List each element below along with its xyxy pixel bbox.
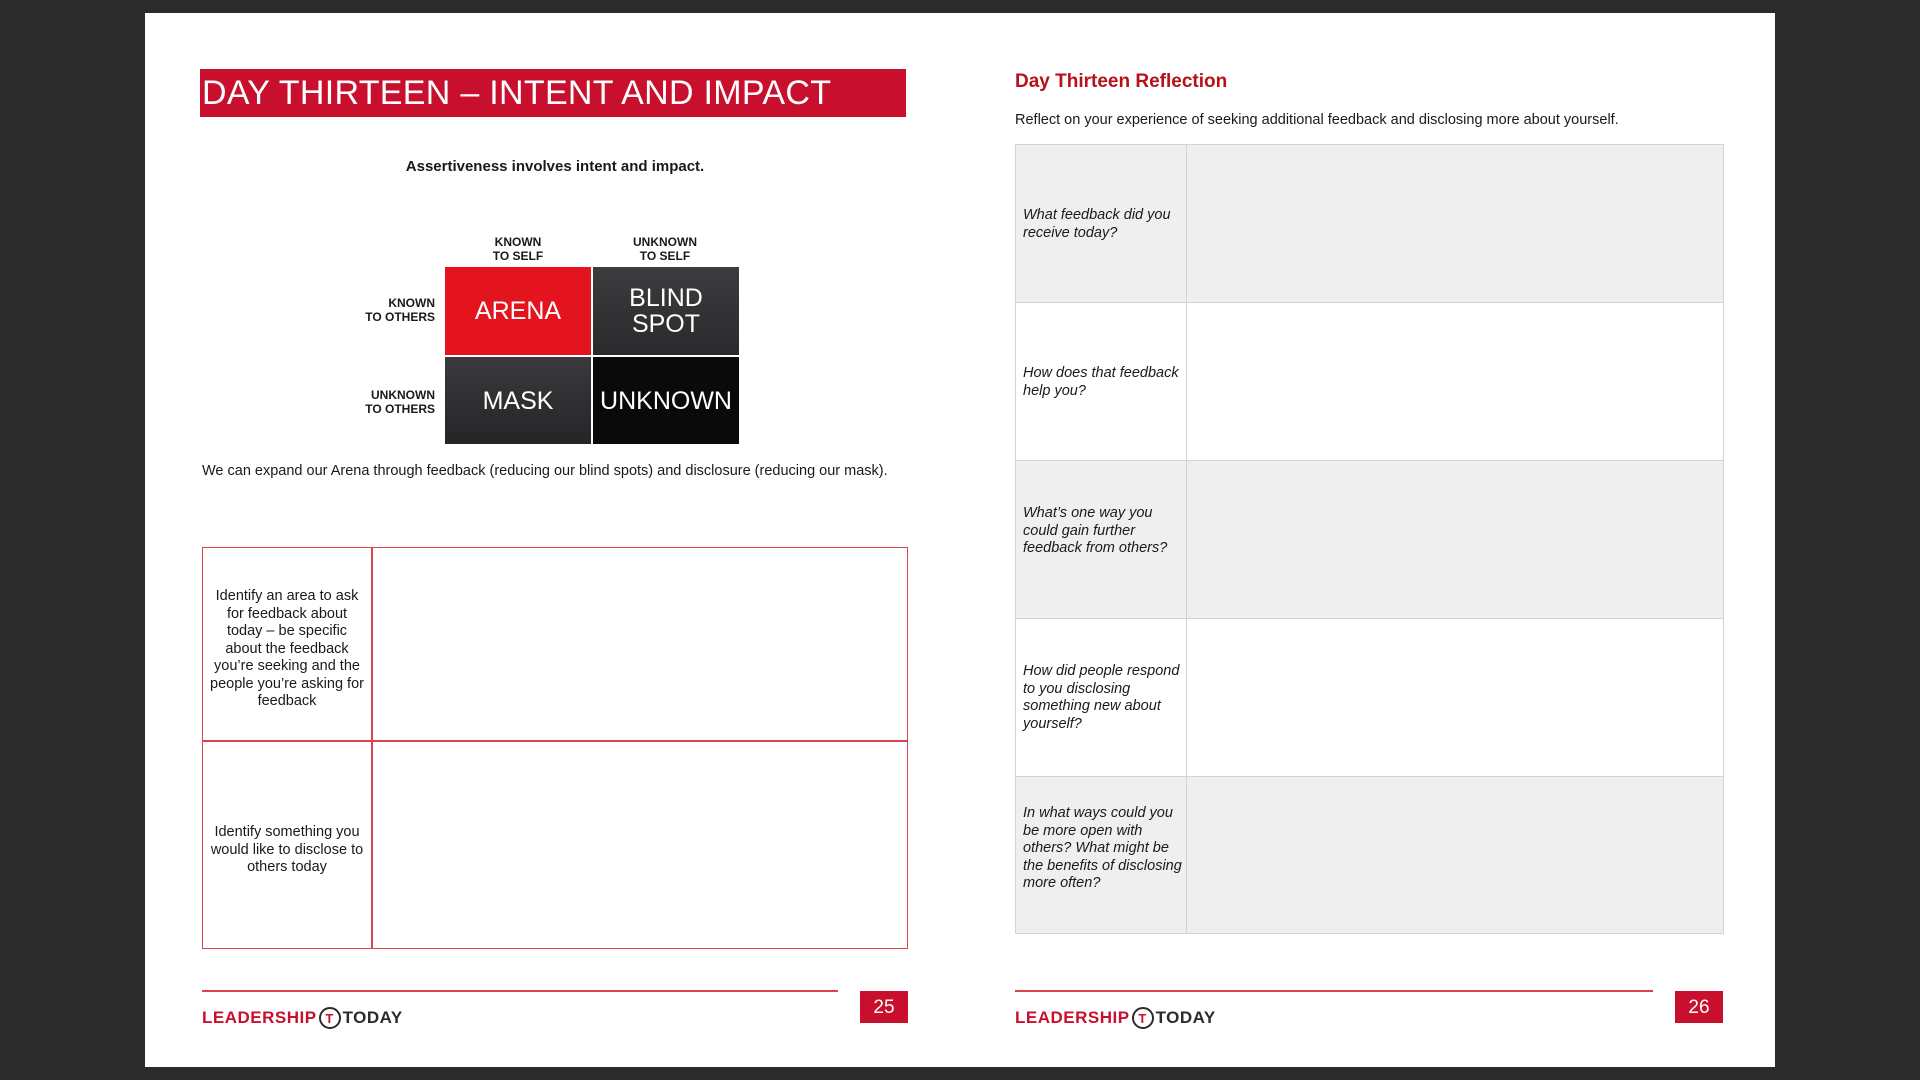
table-divider xyxy=(203,740,907,742)
explanation-paragraph: We can expand our Arena through feedback (reducing our blind spots) and disclosure (reducing our mask). xyxy=(202,463,888,479)
row-header-known-to-others: KNOWN TO OTHERS xyxy=(365,296,435,324)
table-row-label: Identify something you would like to disclose to others today xyxy=(210,824,364,875)
question-label: How does that feedback help you? xyxy=(1023,365,1179,399)
mask-quadrant: MASK xyxy=(445,357,591,444)
table-divider xyxy=(1186,145,1187,933)
row-header-unknown-to-others: UNKNOWN TO OTHERS xyxy=(365,388,435,416)
brand-logo xyxy=(202,1007,403,1029)
document-spread xyxy=(145,13,1775,1067)
feedback-disclosure-table xyxy=(202,547,908,949)
question-label: In what ways could you be more open with others? What might be the benefits of disclosing more often? xyxy=(1023,805,1182,891)
table-row xyxy=(1016,777,1723,933)
table-row xyxy=(1016,461,1723,619)
reflection-table xyxy=(1015,144,1724,934)
page-number: 26 xyxy=(1675,991,1723,1023)
brand-logo xyxy=(1015,1007,1216,1029)
arena-quadrant: ARENA xyxy=(445,267,591,355)
table-divider xyxy=(371,548,373,948)
blind-spot-quadrant: BLIND SPOT xyxy=(593,267,739,355)
footer-rule xyxy=(1015,990,1653,992)
brand-text-leadership: LEADERSHIP xyxy=(202,1008,317,1027)
question-label: What’s one way you could gain further feedback from others? xyxy=(1023,505,1168,556)
subtitle: Assertiveness involves intent and impact. xyxy=(405,158,705,175)
brand-text-leadership: LEADERSHIP xyxy=(1015,1008,1130,1027)
reflection-subtitle: Reflect on your experience of seeking additional feedback and disclosing more about yourself. xyxy=(1015,112,1619,128)
table-row xyxy=(1016,619,1723,777)
table-row xyxy=(1016,145,1723,303)
question-label: What feedback did you receive today? xyxy=(1023,207,1171,241)
unknown-quadrant: UNKNOWN xyxy=(593,357,739,444)
brand-text-today: TODAY xyxy=(342,1008,403,1027)
brand-text-today: TODAY xyxy=(1155,1008,1216,1027)
col-header-known-to-self: KNOWN TO SELF xyxy=(492,235,544,263)
leadership-today-logo-icon: T xyxy=(319,1007,341,1029)
leadership-today-logo-icon: T xyxy=(1132,1007,1154,1029)
table-row xyxy=(1016,303,1723,461)
question-label: How did people respond to you disclosing something new about yourself? xyxy=(1023,663,1180,732)
col-header-unknown-to-self: UNKNOWN TO SELF xyxy=(633,235,697,263)
table-row-label: Identify an area to ask for feedback about today – be specific about the feedback you’re seeking and the people you’re asking for feedback xyxy=(210,588,364,709)
footer-rule xyxy=(202,990,838,992)
page-title: DAY THIRTEEN – INTENT AND IMPACT xyxy=(200,69,906,117)
page-number: 25 xyxy=(860,991,908,1023)
reflection-title: Day Thirteen Reflection xyxy=(1015,71,1228,92)
